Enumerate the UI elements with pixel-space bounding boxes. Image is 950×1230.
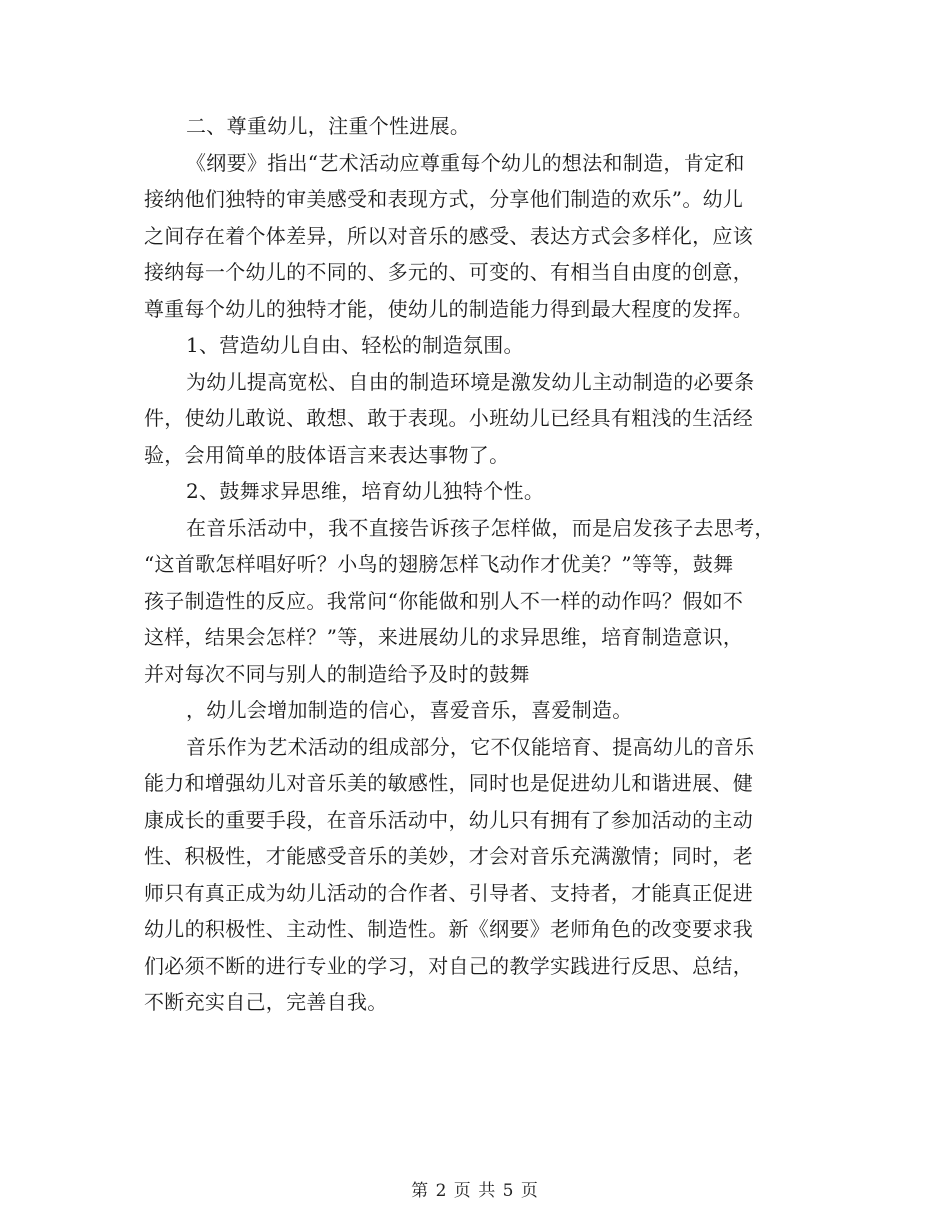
paragraph-line: 们必须不断的进行专业的学习，对自己的教学实践进行反思、总结， <box>144 953 753 978</box>
paragraph-line: 不断充实自己，完善自我。 <box>144 990 388 1014</box>
paragraph-line: 接纳他们独特的审美感受和表现方式，分享他们制造的欢乐”。幼儿 <box>144 187 744 211</box>
paragraph-line: “这首歌怎样唱好听？小鸟的翅膀怎样飞动作才优美？”等等，鼓舞 <box>144 552 734 576</box>
paragraph-line: 为幼儿提高宽松、自由的制造环境是激发幼儿主动制造的必要条 <box>186 369 755 394</box>
paragraph-line: 师只有真正成为幼儿活动的合作者、引导者、支持者，才能真正促进 <box>144 880 753 905</box>
paragraph-line: 性、积极性，才能感受音乐的美妙，才会对音乐充满激情；同时，老 <box>144 844 753 868</box>
paragraph-line: 之间存在着个体差异，所以对音乐的感受、表达方式会多样化，应该 <box>144 223 753 248</box>
paragraph-line: 这样，结果会怎样？”等，来进展幼儿的求异思维，培育制造意识， <box>144 625 744 649</box>
paragraph-line: ，幼儿会增加制造的信心，喜爱音乐，喜爱制造。 <box>186 698 633 722</box>
paragraph-line: 《纲要》指出“艺术活动应尊重每个幼儿的想法和制造，肯定和 <box>186 150 745 175</box>
paragraph-line: 在音乐活动中，我不直接告诉孩子怎样做，而是启发孩子去思考， <box>186 515 775 540</box>
paragraph-line: 验，会用简单的肢体语言来表达事物了。 <box>144 442 510 467</box>
paragraph-line: 尊重每个幼儿的独特才能，使幼儿的制造能力得到最大程度的发挥。 <box>144 296 753 321</box>
paragraph-line: 件，使幼儿敢说、敢想、敢于表现。小班幼儿已经具有粗浅的生活经 <box>144 406 753 430</box>
paragraph-line: 并对每次不同与别人的制造给予及时的鼓舞 <box>144 661 530 686</box>
subsection-heading: 1、营造幼儿自由、轻松的制造氛围。 <box>186 333 524 357</box>
paragraph-line: 幼儿的积极性、主动性、制造性。新《纲要》老师角色的改变要求我 <box>144 917 753 941</box>
paragraph-line: 接纳每一个幼儿的不同的、多元的、可变的、有相当自由度的创意， <box>144 260 753 284</box>
document-body <box>144 108 824 1021</box>
paragraph-line: 音乐作为艺术活动的组成部分，它不仅能培育、提高幼儿的音乐 <box>186 734 755 759</box>
section-heading: 二、尊重幼儿，注重个性进展。 <box>186 114 471 138</box>
paragraph-line: 能力和增强幼儿对音乐美的敏感性，同时也是促进幼儿和谐进展、健 <box>144 771 753 795</box>
page-number-footer: 第 2 页 共 5 页 <box>411 1181 539 1201</box>
paragraph-line: 康成长的重要手段，在音乐活动中，幼儿只有拥有了参加活动的主动 <box>144 807 753 832</box>
subsection-heading: 2、鼓舞求异思维，培育幼儿独特个性。 <box>186 479 545 503</box>
paragraph-line: 孩子制造性的反应。我常问“你能做和别人不一样的动作吗？假如不 <box>144 588 744 613</box>
